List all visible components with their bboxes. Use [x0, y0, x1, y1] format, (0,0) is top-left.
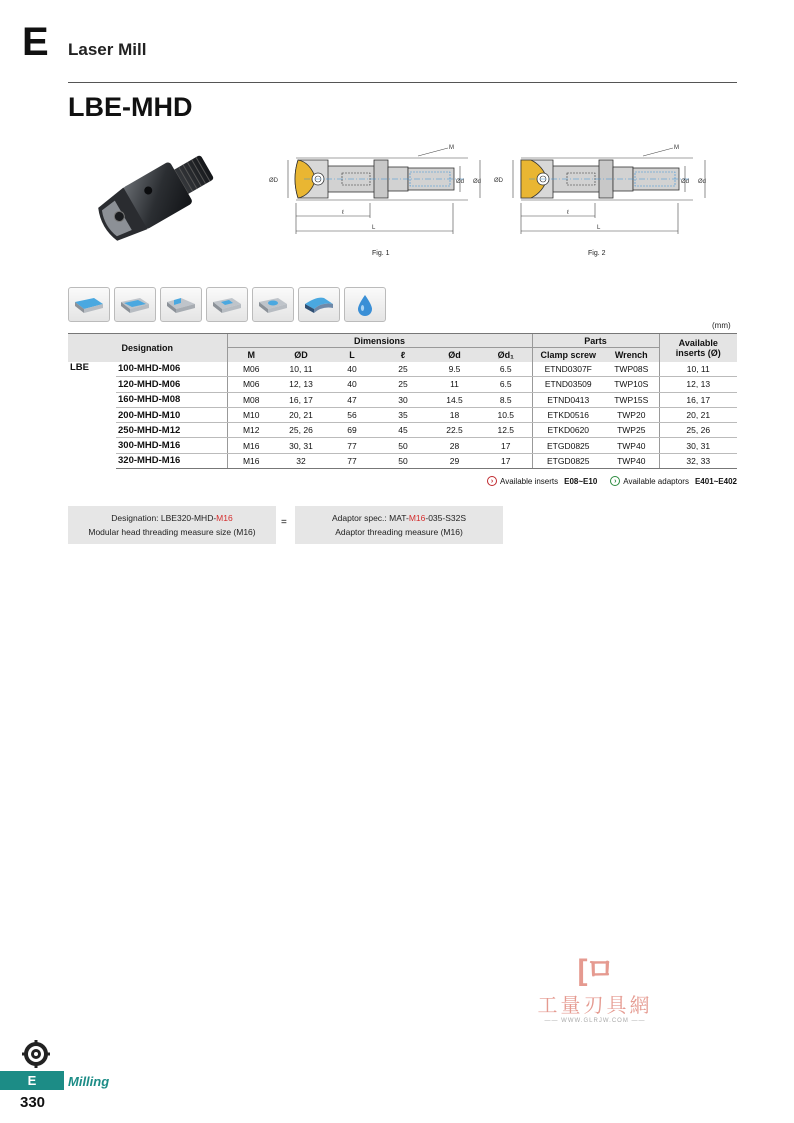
- cell-M: M16: [227, 453, 275, 468]
- cell-L: 77: [327, 453, 377, 468]
- fig1-dim-d: Ød: [473, 179, 482, 185]
- table-row: [68, 392, 737, 407]
- cell-clamp-screw: ETGD0825: [532, 453, 604, 468]
- header-available-inserts: [659, 334, 737, 362]
- cell-D: 30, 31: [275, 438, 327, 453]
- header-available-line1: Available: [678, 337, 718, 348]
- unit-note: (mm): [712, 321, 731, 330]
- spec-table-body: [68, 362, 737, 469]
- insert-icon-5: [252, 287, 294, 322]
- designation-prefix: Designation: LBE320-MHD-: [111, 513, 217, 523]
- cell-available-inserts: 10, 11: [659, 362, 737, 377]
- cell-d: 22.5: [429, 423, 480, 438]
- cell-d: 28: [429, 438, 480, 453]
- header-wrench: Wrench: [604, 348, 659, 362]
- cell-M: M12: [227, 423, 275, 438]
- cell-D: 20, 21: [275, 407, 327, 422]
- product-title: LBE-MHD: [68, 92, 193, 122]
- header-l: ℓ: [377, 348, 429, 362]
- cell-l: 25: [377, 362, 429, 377]
- fig1-dim-M: M: [449, 145, 454, 151]
- header-L: L: [327, 348, 377, 362]
- designation-info-box: [68, 506, 276, 544]
- spec-table: [68, 333, 737, 469]
- cell-M: M10: [227, 407, 275, 422]
- cell-M: M06: [227, 362, 275, 377]
- cell-available-inserts: 32, 33: [659, 453, 737, 468]
- adaptor-info-box: [295, 506, 503, 544]
- arrow-right-icon: ›: [610, 476, 620, 486]
- cell-D: 25, 26: [275, 423, 327, 438]
- cell-d: 9.5: [429, 362, 480, 377]
- cell-d1: 6.5: [480, 362, 532, 377]
- fig1-caption: Fig. 1: [372, 250, 390, 257]
- adaptor-thread-highlight: M16: [408, 513, 426, 523]
- header-M: M: [227, 348, 275, 362]
- cell-clamp-screw: ETND03509: [532, 377, 604, 392]
- adaptor-explanation: Adaptor threading measure (M16): [335, 527, 463, 537]
- cell-wrench: TWP20: [604, 407, 659, 422]
- fig2-drawing: [493, 138, 713, 248]
- cell-wrench: TWP40: [604, 453, 659, 468]
- cell-clamp-screw: ETGD0825: [532, 438, 604, 453]
- insert-icon-3: [160, 287, 202, 322]
- cell-l: 50: [377, 453, 429, 468]
- cell-L: 40: [327, 362, 377, 377]
- cell-clamp-screw: ETKD0516: [532, 407, 604, 422]
- header-available-line2: inserts (Ø): [675, 347, 721, 358]
- cell-designation: 160-MHD-M08: [116, 392, 227, 407]
- cell-L: 40: [327, 377, 377, 392]
- arrow-right-icon: ›: [487, 476, 497, 486]
- inserts-reference-pages: E08~E10: [564, 476, 598, 486]
- watermark-chinese: 工量刃具網: [537, 993, 653, 1017]
- cell-l: 25: [377, 377, 429, 392]
- fig2-caption: Fig. 2: [588, 250, 606, 257]
- adaptor-suffix: -035-S32S: [425, 513, 467, 523]
- cell-l: 35: [377, 407, 429, 422]
- cell-d: 29: [429, 453, 480, 468]
- cell-d1: 6.5: [480, 377, 532, 392]
- cell-designation: 200-MHD-M10: [116, 407, 227, 422]
- adaptors-reference-label: Available adaptors: [623, 476, 689, 486]
- cell-wrench: TWP10S: [604, 377, 659, 392]
- insert-icon-1: [68, 287, 110, 322]
- cell-available-inserts: 20, 21: [659, 407, 737, 422]
- section-tab[interactable]: E: [0, 1071, 64, 1090]
- fig2-dim-D: ØD: [494, 178, 503, 184]
- cell-D: 32: [275, 453, 327, 468]
- adaptor-spec-line: [295, 511, 503, 525]
- cell-d: 11: [429, 377, 480, 392]
- cell-designation: 120-MHD-M06: [116, 377, 227, 392]
- watermark-logo: [ㅁ: [577, 954, 613, 987]
- milling-cutter-icon: [22, 1040, 50, 1068]
- designation-thread-highlight: M16: [216, 513, 233, 523]
- cell-clamp-screw: ETND0413: [532, 392, 604, 407]
- fig2-dim-l: ℓ: [567, 210, 569, 216]
- insert-icon-4: [206, 287, 248, 322]
- cell-d1: 8.5: [480, 392, 532, 407]
- cell-l: 30: [377, 392, 429, 407]
- cell-clamp-screw: ETND0307F: [532, 362, 604, 377]
- section-letter: E: [22, 20, 49, 64]
- header-D: ØD: [275, 348, 327, 362]
- cell-d: 14.5: [429, 392, 480, 407]
- application-icons: [68, 287, 386, 322]
- cell-D: 10, 11: [275, 362, 327, 377]
- designation-explanation: Modular head threading measure size (M16): [88, 527, 256, 537]
- cell-available-inserts: 25, 26: [659, 423, 737, 438]
- table-row: [68, 407, 737, 422]
- inserts-reference-link[interactable]: [487, 476, 605, 486]
- fig2-dim-L: L: [597, 225, 601, 231]
- page-references: [487, 476, 737, 486]
- cell-designation: 250-MHD-M12: [116, 423, 227, 438]
- table-row: [68, 377, 737, 392]
- cell-l: 45: [377, 423, 429, 438]
- cell-designation: 300-MHD-M16: [116, 438, 227, 453]
- table-row: [68, 453, 737, 468]
- fig1-dim-l: ℓ: [342, 210, 344, 216]
- fig1-dim-D: ØD: [269, 178, 278, 184]
- fig1-dim-d1: Ød: [456, 179, 465, 185]
- page-number: 330: [20, 1094, 46, 1111]
- table-row: [68, 362, 737, 377]
- cell-available-inserts: 12, 13: [659, 377, 737, 392]
- header-divider: [68, 82, 737, 83]
- cell-d1: 12.5: [480, 423, 532, 438]
- category-label: Milling: [68, 1074, 110, 1089]
- cell-L: 77: [327, 438, 377, 453]
- designation-line: [68, 511, 276, 525]
- equals-sign: =: [281, 517, 287, 528]
- fig2-dim-d1: Ød: [681, 179, 690, 185]
- cell-L: 56: [327, 407, 377, 422]
- cell-d1: 17: [480, 453, 532, 468]
- fig1-dim-L: L: [372, 225, 376, 231]
- fig2-dim-M: M: [674, 145, 679, 151]
- table-row: [68, 438, 737, 453]
- family-label: LBE: [70, 361, 89, 373]
- watermark: [525, 945, 665, 1024]
- cell-M: M08: [227, 392, 275, 407]
- cell-l: 50: [377, 438, 429, 453]
- product-photo: [92, 132, 242, 262]
- cell-d1: 10.5: [480, 407, 532, 422]
- cell-d: 18: [429, 407, 480, 422]
- cell-wrench: TWP08S: [604, 362, 659, 377]
- fig2-dim-d: Ød: [698, 179, 707, 185]
- section-title: Laser Mill: [68, 40, 147, 59]
- cell-D: 16, 17: [275, 392, 327, 407]
- header-designation: Designation: [68, 334, 227, 362]
- cell-clamp-screw: ETKD0620: [532, 423, 604, 438]
- cell-wrench: TWP40: [604, 438, 659, 453]
- cell-available-inserts: 16, 17: [659, 392, 737, 407]
- cell-L: 47: [327, 392, 377, 407]
- insert-icon-6: [298, 287, 340, 322]
- header-d1: Ød₁: [480, 348, 532, 362]
- header-d: Ød: [429, 348, 480, 362]
- cell-available-inserts: 30, 31: [659, 438, 737, 453]
- inserts-reference-label: Available inserts: [500, 476, 559, 486]
- adaptors-reference-link[interactable]: [610, 476, 737, 486]
- header-clamp-screw: Clamp screw: [532, 348, 604, 362]
- header-dimensions: Dimensions: [227, 334, 532, 348]
- watermark-url: —— WWW.GLRJW.COM ——: [544, 1018, 646, 1024]
- cell-D: 12, 13: [275, 377, 327, 392]
- cell-wrench: TWP25: [604, 423, 659, 438]
- cell-designation: 320-MHD-M16: [116, 453, 227, 468]
- fig1-drawing: [268, 138, 488, 248]
- cell-M: M06: [227, 377, 275, 392]
- cell-M: M16: [227, 438, 275, 453]
- adaptors-reference-pages: E401~E402: [694, 476, 737, 486]
- cell-designation: 100-MHD-M06: [116, 362, 227, 377]
- cell-d1: 17: [480, 438, 532, 453]
- adaptor-prefix: Adaptor spec.: MAT-: [331, 513, 409, 523]
- table-row: [68, 423, 737, 438]
- insert-icon-2: [114, 287, 156, 322]
- cell-wrench: TWP15S: [604, 392, 659, 407]
- header-parts: Parts: [532, 334, 659, 348]
- cell-L: 69: [327, 423, 377, 438]
- coolant-drop-icon: [344, 287, 386, 322]
